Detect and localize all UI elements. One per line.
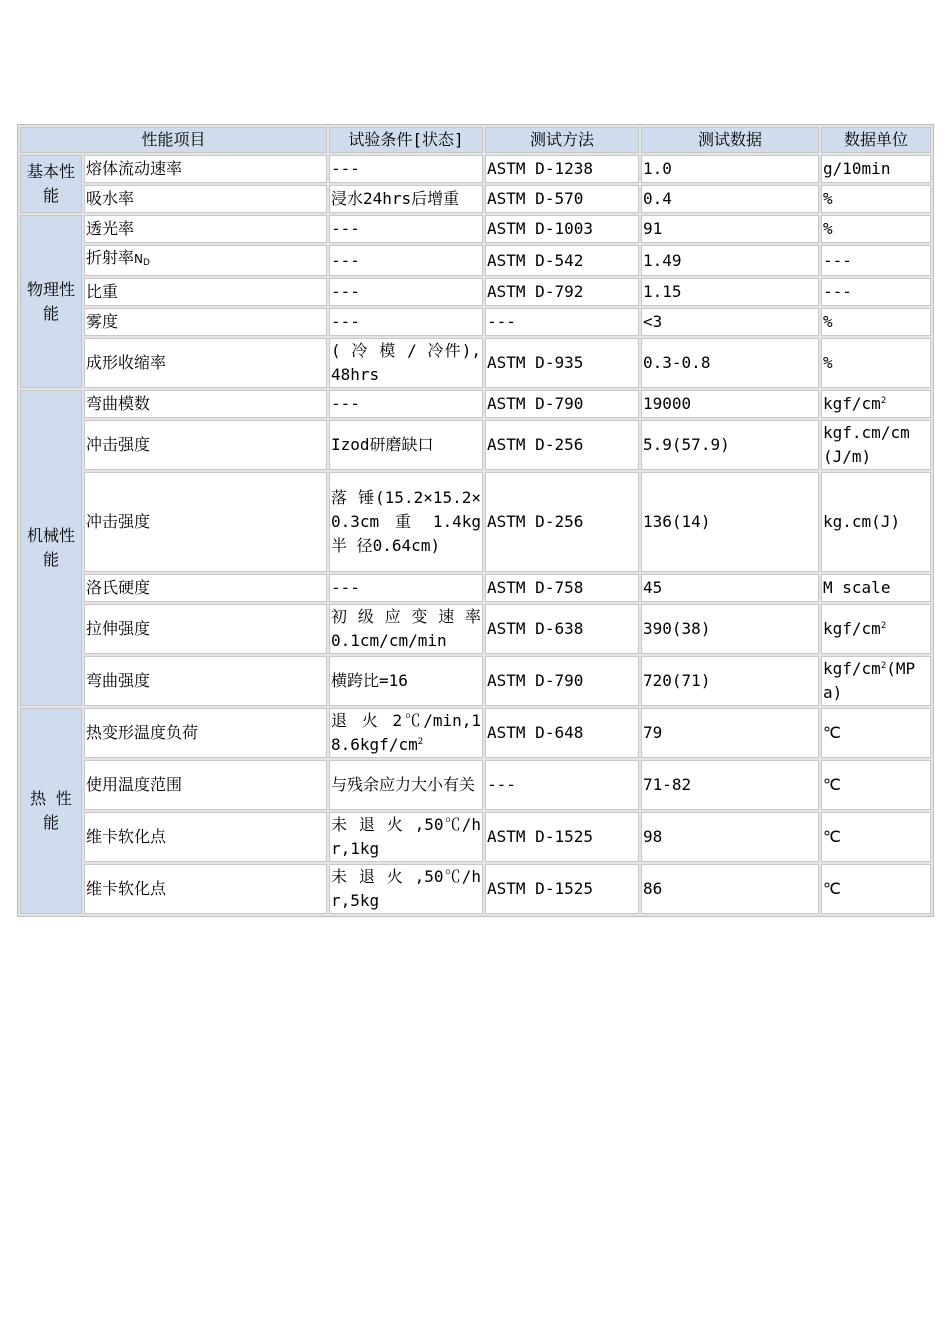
table-row (20, 864, 931, 914)
property-cell: 拉伸强度 (84, 604, 327, 654)
method-cell: ASTM D-792 (485, 278, 639, 306)
data-cell: 1.49 (641, 245, 819, 276)
unit-cell: kg.cm(J) (821, 472, 931, 572)
table-row (20, 472, 931, 572)
unit-cell: g/10min (821, 155, 931, 183)
unit-cell: % (821, 215, 931, 243)
data-cell: 1.15 (641, 278, 819, 306)
data-cell: 98 (641, 812, 819, 862)
property-cell: 成形收缩率 (84, 338, 327, 388)
method-cell: ASTM D-1238 (485, 155, 639, 183)
data-cell: 86 (641, 864, 819, 914)
unit-cell: --- (821, 278, 931, 306)
unit-text: kgf/cm (823, 659, 881, 678)
property-cell: 雾度 (84, 308, 327, 336)
property-text: 折射率 (86, 248, 135, 267)
unit-cell: % (821, 308, 931, 336)
table-row (20, 604, 931, 654)
method-cell: ASTM D-758 (485, 574, 639, 602)
data-cell: 71-82 (641, 760, 819, 810)
header-property: 性能项目 (20, 127, 327, 153)
unit-text: kgf/cm (823, 619, 881, 638)
condition-text: 退 火 2℃/min,18.6kgf/cm (331, 711, 482, 754)
table-row (20, 656, 931, 706)
property-cell (84, 245, 327, 276)
condition-cell: 未 退 火 ,50℃/hr,1kg (329, 812, 483, 862)
method-cell: ASTM D-648 (485, 708, 639, 758)
condition-cell: 浸水24hrs后增重 (329, 185, 483, 213)
unit-cell: --- (821, 245, 931, 276)
condition-cell: --- (329, 215, 483, 243)
condition-cell: ( 冷 模 / 冷件),48hrs (329, 338, 483, 388)
properties-table (17, 124, 934, 917)
method-cell: ASTM D-1003 (485, 215, 639, 243)
table-row (20, 390, 931, 418)
method-cell: ASTM D-256 (485, 420, 639, 470)
unit-cell (821, 656, 931, 706)
method-cell: --- (485, 308, 639, 336)
table-row (20, 812, 931, 862)
method-cell: ASTM D-1525 (485, 864, 639, 914)
header-condition: 试验条件[状态] (329, 127, 483, 153)
condition-cell: --- (329, 278, 483, 306)
property-cell: 冲击强度 (84, 472, 327, 572)
property-cell: 弯曲模数 (84, 390, 327, 418)
property-cell: 冲击强度 (84, 420, 327, 470)
table-row (20, 760, 931, 810)
property-cell: 维卡软化点 (84, 864, 327, 914)
table-row (20, 278, 931, 306)
condition-cell: --- (329, 245, 483, 276)
property-cell: 维卡软化点 (84, 812, 327, 862)
condition-cell: 与残余应力大小有关 (329, 760, 483, 810)
unit-cell: M scale (821, 574, 931, 602)
property-cell: 吸水率 (84, 185, 327, 213)
condition-cell (329, 708, 483, 758)
unit-superscript: 2 (880, 661, 887, 671)
property-cell: 熔体流动速率 (84, 155, 327, 183)
method-cell: ASTM D-542 (485, 245, 639, 276)
category-physical: 物理性能 (20, 215, 82, 388)
condition-cell: 横跨比=16 (329, 656, 483, 706)
unit-cell: ℃ (821, 864, 931, 914)
condition-cell: --- (329, 574, 483, 602)
data-cell: 720(71) (641, 656, 819, 706)
table-row (20, 308, 931, 336)
table-row (20, 245, 931, 276)
method-cell: ASTM D-570 (485, 185, 639, 213)
unit-superscript: 2 (880, 396, 887, 406)
property-cell: 弯曲强度 (84, 656, 327, 706)
data-cell: 0.4 (641, 185, 819, 213)
unit-cell: % (821, 185, 931, 213)
condition-cell: --- (329, 308, 483, 336)
property-cell: 使用温度范围 (84, 760, 327, 810)
data-cell: 79 (641, 708, 819, 758)
header-method: 测试方法 (485, 127, 639, 153)
condition-cell: 未 退 火 ,50℃/hr,5kg (329, 864, 483, 914)
unit-cell: % (821, 338, 931, 388)
property-cell: 洛氏硬度 (84, 574, 327, 602)
table-row (20, 420, 931, 470)
unit-cell: ℃ (821, 812, 931, 862)
condition-cell: --- (329, 390, 483, 418)
data-cell: 390(38) (641, 604, 819, 654)
table-row (20, 185, 931, 213)
condition-cell: 初 级 应 变 速 率0.1cm/cm/min (329, 604, 483, 654)
property-cell: 比重 (84, 278, 327, 306)
unit-superscript: 2 (880, 621, 887, 631)
unit-tail: (MPa) (823, 659, 916, 702)
category-thermal: 热 性 能 (20, 708, 82, 914)
category-basic: 基本性能 (20, 155, 82, 213)
table-row (20, 574, 931, 602)
table-row (20, 338, 931, 388)
unit-cell: ℃ (821, 708, 931, 758)
property-cell: 热变形温度负荷 (84, 708, 327, 758)
unit-text: kgf/cm (823, 394, 881, 413)
method-cell: --- (485, 760, 639, 810)
refractive-symbol: N (134, 252, 143, 266)
header-data: 测试数据 (641, 127, 819, 153)
table-row (20, 215, 931, 243)
table-row (20, 708, 931, 758)
data-cell: <3 (641, 308, 819, 336)
header-row (20, 127, 931, 153)
method-cell: ASTM D-790 (485, 656, 639, 706)
unit-cell (821, 390, 931, 418)
data-cell: 19000 (641, 390, 819, 418)
method-cell: ASTM D-790 (485, 390, 639, 418)
condition-superscript: 2 (417, 737, 424, 747)
data-cell: 45 (641, 574, 819, 602)
data-cell: 0.3-0.8 (641, 338, 819, 388)
data-cell: 91 (641, 215, 819, 243)
method-cell: ASTM D-935 (485, 338, 639, 388)
data-cell: 5.9(57.9) (641, 420, 819, 470)
header-unit: 数据单位 (821, 127, 931, 153)
unit-cell (821, 604, 931, 654)
method-cell: ASTM D-638 (485, 604, 639, 654)
method-cell: ASTM D-1525 (485, 812, 639, 862)
condition-cell: Izod研磨缺口 (329, 420, 483, 470)
unit-cell: kgf.cm/cm(J/m) (821, 420, 931, 470)
data-cell: 1.0 (641, 155, 819, 183)
condition-cell: 落 锤(15.2×15.2×0.3cm 重 1.4kg 半 径0.64cm) (329, 472, 483, 572)
condition-cell: --- (329, 155, 483, 183)
table-row (20, 155, 931, 183)
data-cell: 136(14) (641, 472, 819, 572)
unit-cell: ℃ (821, 760, 931, 810)
refractive-subscript: D (143, 258, 150, 268)
property-cell: 透光率 (84, 215, 327, 243)
category-mechanical: 机械性能 (20, 390, 82, 706)
method-cell: ASTM D-256 (485, 472, 639, 572)
